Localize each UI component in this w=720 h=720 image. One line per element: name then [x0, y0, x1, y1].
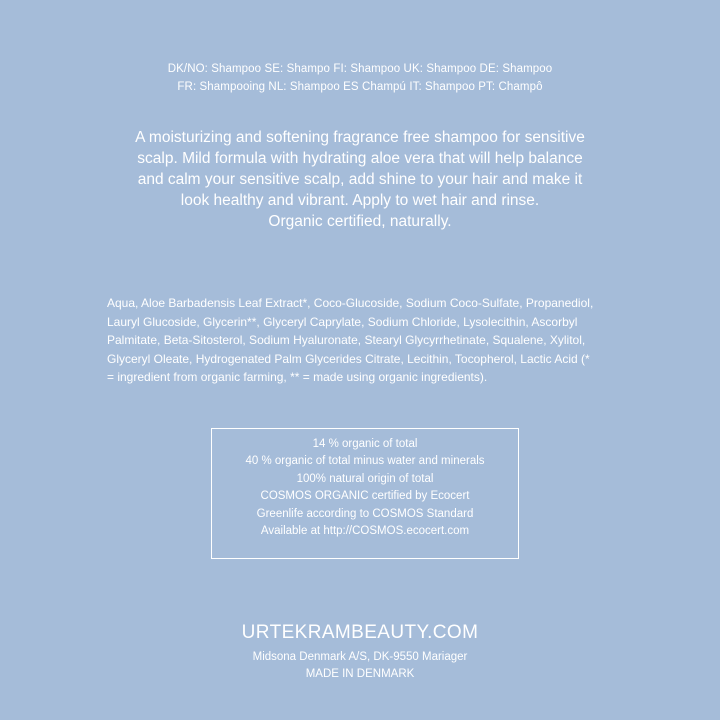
ingredients-line: Lauryl Glucoside, Glycerin**, Glyceryl Caprylate, Sodium Chloride, Lysolecithin, Ascorbyl: [107, 314, 578, 329]
ingredients-line: Palmitate, Beta-Sitosterol, Sodium Hyaluronate, Stearyl Glycyrrhetinate, Squalene, Xylitol,: [107, 333, 586, 347]
language-list: [0, 60, 720, 96]
language-line: FR: Shampooing NL: Shampoo ES Champú IT: Shampoo PT: Champô: [177, 81, 543, 93]
ingredients-list: [107, 294, 617, 387]
language-line: DK/NO: Shampoo SE: Shampo FI: Shampoo UK: Shampoo DE: Shampoo: [167, 63, 553, 75]
certification-line: 40 % organic of total minus water and minerals: [245, 455, 485, 468]
description-line: Organic certified, naturally.: [268, 213, 452, 230]
certification-line: Available at http://COSMOS.ecocert.com: [260, 525, 470, 538]
description-line: scalp. Mild formula with hydrating aloe vera that will help balance: [137, 150, 583, 167]
ingredients-line: Aqua, Aloe Barbadensis Leaf Extract*, Coco-Glucoside, Sodium Coco-Sulfate, Propanediol,: [107, 296, 594, 310]
ingredients-line: = ingredient from organic farming, ** = made using organic ingredients).: [107, 370, 488, 384]
certification-line: COSMOS ORGANIC certified by Ecocert: [260, 490, 470, 503]
certification-line: 14 % organic of total: [312, 438, 418, 450]
made-in-label: MADE IN DENMARK: [305, 667, 415, 680]
description-line: look healthy and vibrant. Apply to wet hair and rinse.: [180, 192, 540, 209]
certification-line: 100% natural origin of total: [296, 472, 434, 485]
ingredients-line: Glyceryl Oleate, Hydrogenated Palm Glycerides Citrate, Lecithin, Tocopherol, Lactic Acid (*: [107, 351, 590, 366]
company-info: [0, 649, 720, 682]
description-line: and calm your sensitive scalp, add shine to your hair and make it: [137, 171, 583, 188]
certification-box: [211, 428, 519, 559]
product-description: [0, 127, 720, 232]
description-line: A moisturizing and softening fragrance free shampoo for sensitive: [135, 129, 585, 146]
company-address: Midsona Denmark A/S, DK-9550 Mariager: [252, 651, 468, 663]
website-url: URTEKRAMBEAUTY.COM: [241, 622, 479, 643]
certification-line: Greenlife according to COSMOS Standard: [256, 507, 474, 520]
